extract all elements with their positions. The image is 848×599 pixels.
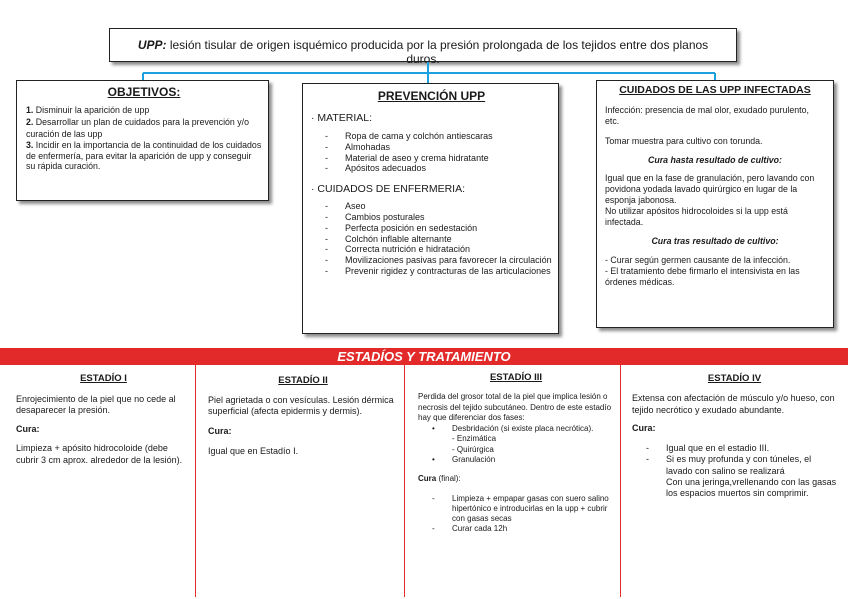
cuidados-list	[311, 201, 552, 277]
estadio4-cura-item-2: - Si es muy profunda y con túneles, el lavado con salino se realizará	[632, 454, 837, 477]
cuidados-item: - Perfecta posición en sedestación	[311, 223, 552, 234]
estadio3-cura-list	[418, 494, 614, 534]
objetivo-item-2: 2. Desarrollar un plan de cuidados para la prevención y/o curación de las upp	[26, 117, 249, 139]
cuidados-label: · CUIDADOS DE ENFERMERIA:	[311, 183, 466, 196]
infectadas-p5: - Curar según germen causante de la infección.	[605, 255, 791, 265]
estadio2-cura: Igual que en Estadío I.	[208, 446, 299, 456]
infectadas-p2: Tomar muestra para cultivo con torunda.	[605, 136, 763, 146]
infectadas-sub1: Cura hasta resultado de cultivo:	[648, 155, 782, 165]
objetivo-item-1: 1. Disminuir la aparición de upp	[26, 105, 150, 115]
infectadas-title: CUIDADOS DE LAS UPP INFECTADAS	[619, 84, 811, 96]
cuidados-item: - Aseo	[311, 201, 552, 212]
cuidados-item: - Correcta nutrición e hidratación	[311, 244, 552, 255]
infectadas-p4: No utilizar apósitos hidrocoloides si la upp está infectada.	[605, 206, 788, 227]
estadio4-desc: Extensa con afectación de músculo y/o hueso, con tejido necrótico y exudado abundante.	[632, 393, 835, 415]
estadio3-fase2: • Granulación	[432, 455, 496, 465]
estadio3-desc: Perdida del grosor total de la piel que implica lesión o necrosis del tejido subcutáneo. Dentro de este estadío hay que diferenciar dos fases:	[418, 392, 612, 422]
estadio3-title: ESTADÍO III	[489, 372, 543, 383]
estadio3-cura-item-2: - Curar cada 12h	[418, 524, 614, 534]
estadio2-title: ESTADÍO II	[278, 375, 328, 386]
estadio1-column	[16, 373, 191, 466]
estadio4-column	[632, 373, 837, 500]
estadio3-cura-item-1: - Limpieza + empapar gasas con suero salino hipertónico e introducirlas en la upp + cubrir con gasas secas	[418, 494, 614, 524]
prevencion-box	[302, 83, 559, 334]
estadio4-cura-list	[632, 443, 837, 477]
material-item: - Ropa de cama y colchón antiescaras	[311, 131, 552, 142]
material-item: - Almohadas	[311, 142, 552, 153]
estadio2-column	[208, 375, 398, 458]
estadios-banner	[0, 348, 848, 365]
definition-term: UPP:	[137, 38, 167, 52]
objetivos-list	[26, 104, 262, 172]
infectadas-box	[596, 80, 834, 328]
estadio4-title: ESTADÍO IV	[707, 373, 762, 384]
objetivo-item-3: 3. Incidir en la importancia de la continuidad de los cuidados de enfermería, para evitar la aparición de upp y conseguir su rápida curación.	[26, 140, 262, 171]
material-list	[311, 131, 552, 174]
estadio4-cura-label: Cura:	[632, 422, 656, 433]
objetivos-title: OBJETIVOS:	[107, 85, 181, 99]
infectadas-p6: - El tratamiento debe firmarlo el intensivista en las órdenes médicas.	[605, 266, 800, 287]
connector-lines	[0, 0, 848, 90]
infectadas-sub2: Cura tras resultado de cultivo:	[651, 236, 779, 246]
estadio4-cura-item-1: - Igual que en el estadio III.	[632, 443, 837, 454]
estadio2-desc: Piel agrietada o con vesículas. Lesión dérmica superficial (afecta epidermis y dermis).	[208, 394, 394, 416]
stage-divider-2	[404, 365, 405, 597]
estadio1-cura-label: Cura:	[16, 423, 40, 434]
cuidados-item: - Prevenir rigidez y contracturas de las articulaciones	[311, 266, 552, 277]
estadio3-column	[418, 373, 614, 534]
estadios-banner-title: ESTADÍOS Y TRATAMIENTO	[337, 349, 511, 364]
objetivos-box	[16, 80, 269, 201]
stage-divider-3	[620, 365, 621, 597]
estadio1-cura: Limpieza + apósito hidrocoloide (debe cubrir 3 cm aprox. alrededor de la lesión).	[16, 443, 183, 465]
estadio3-fase1: • Desbridación (si existe placa necrótica).	[432, 424, 594, 434]
cuidados-item: - Colchón inflable alternante	[311, 234, 552, 245]
material-item: - Apósitos adecuados	[311, 163, 552, 174]
material-label: · MATERIAL:	[311, 112, 373, 124]
estadio4-cura-cont: Con una jeringa,vrellenando con las gasas los espacios muertos sin comprimir.	[666, 477, 837, 499]
estadio3-cura-heading: Cura (final):	[418, 474, 461, 484]
infectadas-p1: Infección: presencia de mal olor, exudado purulento, etc.	[605, 105, 809, 126]
cuidados-item: - Movilizaciones pasivas para favorecer la circulación	[311, 255, 552, 266]
cuidados-item: - Cambios posturales	[311, 212, 552, 223]
material-item: - Material de aseo y crema hidratante	[311, 153, 552, 164]
stage-divider-1	[195, 365, 196, 597]
prevencion-title: PREVENCIÓN UPP	[377, 89, 486, 103]
estadio1-desc: Enrojecimiento de la piel que no cede al desaparecer la presión.	[16, 393, 176, 415]
estadio3-fase1-sub1: - Enzimática	[452, 434, 497, 444]
definition-text: lesión tisular de origen isquémico producida por la presión prolongada de los tejidos entre dos planos duros.	[166, 38, 709, 66]
estadio1-title: ESTADÍO I	[80, 373, 127, 384]
infectadas-p3: Igual que en la fase de granulación, pero lavando con povidona yodada lavado quirúrgico en lugar de la esponja jabonosa.	[605, 173, 815, 205]
estadio3-fase1-sub2: - Quirúrgica	[452, 444, 494, 454]
estadio2-cura-label: Cura:	[208, 425, 232, 436]
